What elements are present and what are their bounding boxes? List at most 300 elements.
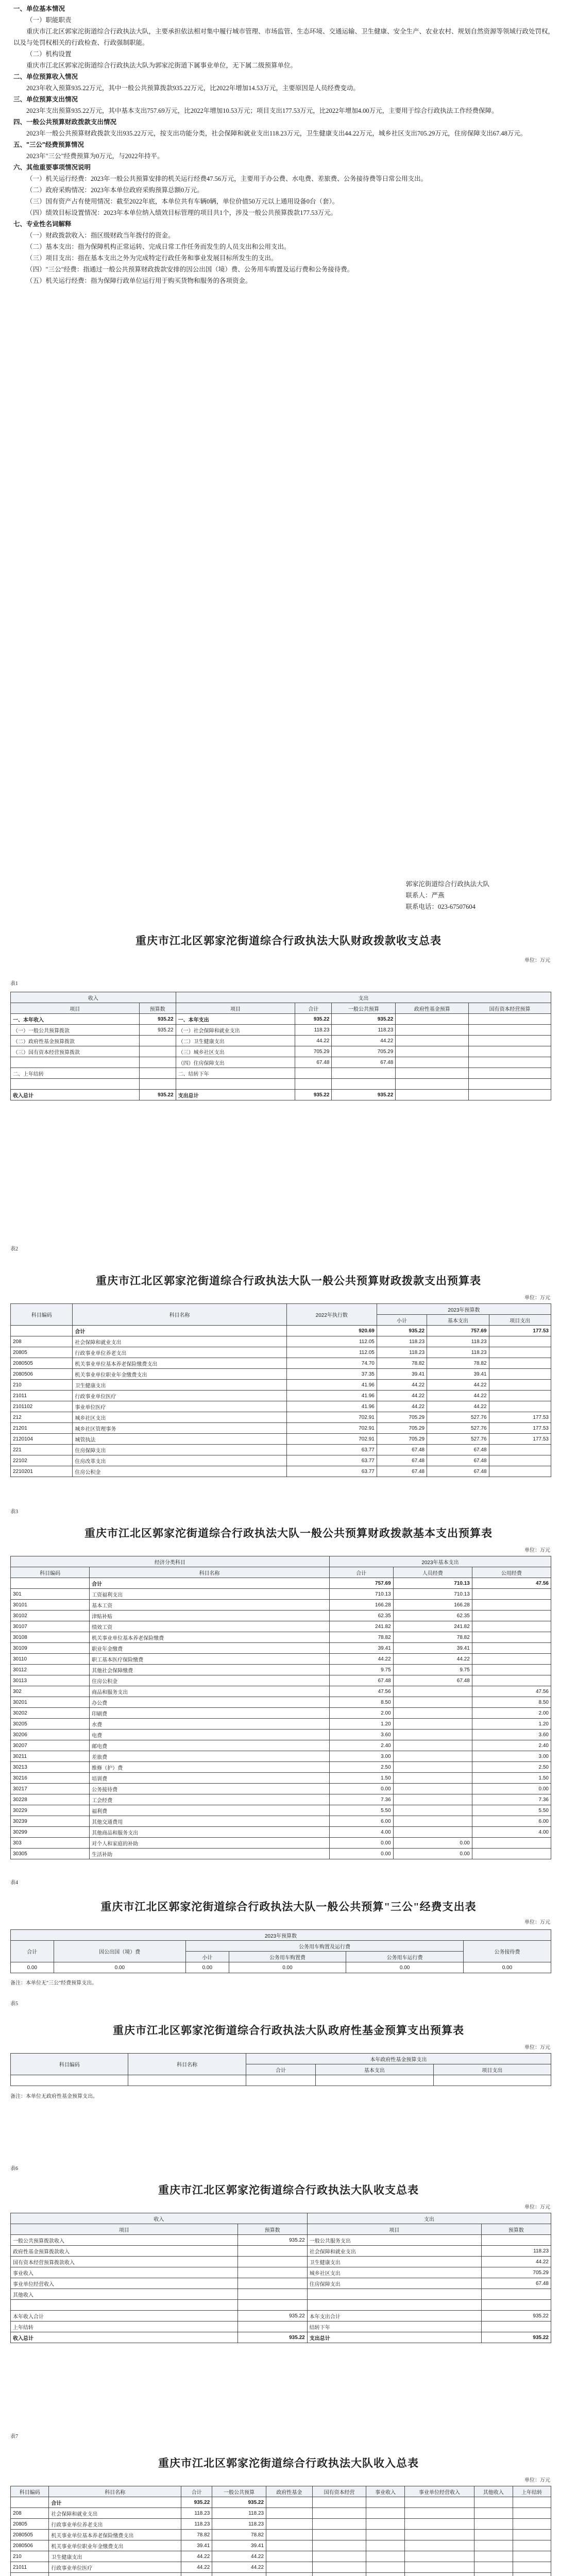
table-cell: [366, 2573, 404, 2576]
table-cell: [312, 2573, 366, 2576]
section-heading: 六、其他重要事项情况说明: [13, 164, 91, 171]
table-cell: 印刷费: [90, 1708, 330, 1719]
table-3-title: 重庆市江北区郭家沱街道综合行政执法大队一般公共预算财政拨款基本支出预算表: [84, 1527, 493, 1539]
table-cell: （三）城乡社区支出: [176, 1046, 295, 1057]
paragraph: （一）职能职责: [26, 16, 72, 24]
table-cell: [513, 2540, 551, 2551]
table-row: [11, 1600, 551, 1611]
table-cell: 78.82: [393, 1632, 472, 1643]
table-cell: 事业单位医疗: [73, 1401, 286, 1412]
table-cell: [393, 1773, 472, 1784]
table-cell: [366, 2497, 404, 2508]
table-cell: [472, 1589, 551, 1600]
column-header: 项目: [11, 1003, 140, 1014]
table-row: [11, 1621, 551, 1632]
table-cell: 培训费: [90, 1773, 330, 1784]
table-cell: [312, 2562, 366, 2573]
table-cell: 8.50: [329, 1697, 393, 1708]
table-cell: 30228: [11, 1794, 90, 1805]
table-row: [11, 1719, 551, 1730]
table-cell: 生活补助: [90, 1849, 330, 1859]
table-cell: 30102: [11, 1611, 90, 1621]
table-cell: [393, 1794, 472, 1805]
paragraph: 2023年"三公"经费预算为0万元，与2022年持平。: [26, 152, 164, 160]
table-cell: 705.29: [332, 1046, 396, 1057]
table-cell: [404, 2497, 474, 2508]
table-3-unit: 单位：万元: [524, 1548, 550, 1553]
table-row: [11, 1773, 551, 1784]
table-cell: [489, 1391, 551, 1401]
table-cell: 44.22: [181, 2562, 212, 2573]
signature-unit: 郭家沱街道综合行政执法大队: [405, 880, 489, 888]
table-cell: [246, 2075, 315, 2086]
table-cell: 9.75: [393, 1665, 472, 1675]
paragraph: 重庆市江北区郭家沱街道综合行政执法大队为郭家沱街道下属事业单位，无下属二级预算单位。: [26, 62, 297, 69]
table-5-unit: 单位：万元: [524, 2045, 550, 2050]
table-cell: 177.53: [489, 1326, 551, 1336]
table-cell: 21011: [11, 2562, 49, 2573]
table-cell: 维修（护）费: [90, 1762, 330, 1773]
table-cell: 2080506: [11, 2540, 49, 2551]
table-cell: [176, 1079, 295, 1090]
table-row: [11, 1090, 551, 1100]
table-row: [11, 1654, 551, 1665]
table-row: [11, 2246, 551, 2257]
column-header: 国有资本经营: [312, 2486, 366, 2497]
table-2-unit: 单位：万元: [524, 1295, 550, 1301]
table-cell: 0.00: [393, 1838, 472, 1849]
column-header: 本年政府性基金预算支出: [246, 2054, 551, 2064]
table-row: [11, 2311, 551, 2321]
table-cell: [396, 1068, 469, 1079]
table-cell: 63.77: [286, 1466, 377, 1477]
paragraph: （二）政府采购情况：2023年本单位政府采购预算总额0万元。: [26, 187, 203, 194]
table-cell: [11, 1079, 140, 1090]
table-cell: [472, 1611, 551, 1621]
table-cell: [139, 1057, 176, 1068]
table-cell: 67.48: [427, 1466, 489, 1477]
table-cell: 63.77: [286, 1445, 377, 1455]
table-cell: [11, 2497, 49, 2508]
column-header: 科目编码: [11, 2054, 128, 2075]
column-header: 公用经费: [472, 1567, 551, 1578]
column-header: 合计: [11, 1941, 54, 1962]
table-cell: 705.29: [377, 1412, 427, 1423]
table-cell: [11, 2573, 49, 2576]
table-cell: 30305: [11, 1849, 90, 1859]
table-cell: 3.60: [329, 1730, 393, 1740]
table-cell: [332, 1079, 396, 1090]
table-cell: [266, 2573, 313, 2576]
table-cell: 21011: [11, 1391, 73, 1401]
table-cell: 44.22: [181, 2551, 212, 2562]
table-cell: [396, 1025, 469, 1036]
table-cell: 41.96: [286, 1401, 377, 1412]
table-cell: 118.23: [181, 2508, 212, 2519]
table-cell: 城管执法: [73, 1434, 286, 1445]
table-cell: 177.53: [489, 1412, 551, 1423]
appendix-label-6: 表6: [10, 2166, 18, 2172]
table-cell: 30299: [11, 1827, 90, 1838]
table-cell: [469, 1068, 551, 1079]
table-cell: [469, 1046, 551, 1057]
table-cell: [312, 2530, 366, 2540]
table-cell: [393, 1686, 472, 1697]
table-cell: [513, 2530, 551, 2540]
table-cell: [312, 2540, 366, 2551]
table-cell: [396, 1046, 469, 1057]
table-cell: [474, 2508, 513, 2519]
table-header-row: [11, 2486, 551, 2497]
government-fund-table: [10, 2053, 551, 2086]
column-header: 项目支出: [433, 2064, 551, 2075]
table-cell: 303: [11, 1838, 90, 1849]
table-cell: [513, 2573, 551, 2576]
table-cell: [513, 2562, 551, 2573]
table-cell: 住房公积金: [90, 1675, 330, 1686]
table-cell: 工资福利支出: [90, 1589, 330, 1600]
table-cell: [474, 2540, 513, 2551]
table-cell: 41.96: [286, 1380, 377, 1391]
paragraph: （四）绩效目标设置情况：2023年本单位纳入绩效目标管理的项目共1个，涉及一般公共预算拨款177.53万元。: [26, 209, 337, 216]
table-cell: 705.29: [295, 1046, 332, 1057]
table-cell: 住房改革支出: [73, 1455, 286, 1466]
table-cell: [295, 1068, 332, 1079]
table-cell: 7.36: [329, 1794, 393, 1805]
table-cell: 757.69: [427, 1326, 489, 1336]
table-cell: 水费: [90, 1719, 330, 1730]
paragraph: 2023年收入预算935.22万元，其中一般公共预算拨款935.22万元，比2022年增加14.53万元，主要原因是人员经费变动。: [26, 84, 360, 92]
column-header: 预算数: [139, 1003, 176, 1014]
table-cell: 702.91: [286, 1423, 377, 1434]
table-cell: [312, 2551, 366, 2562]
table-cell: 1.50: [472, 1773, 551, 1784]
table-cell: 177.53: [489, 1434, 551, 1445]
table-cell: 0.00: [54, 1962, 185, 1973]
table-cell: （二）政府性基金预算拨款: [11, 1036, 140, 1046]
table-row: [11, 2300, 551, 2311]
table-cell: 9.75: [329, 1665, 393, 1675]
table-cell: 44.22: [393, 1654, 472, 1665]
table-cell: 78.82: [212, 2530, 266, 2540]
table-2-title: 重庆市江北区郭家沱街道综合行政执法大队一般公共预算财政拨款支出预算表: [96, 1275, 481, 1287]
table-header-row: [11, 2054, 551, 2064]
table-cell: [481, 2321, 551, 2332]
table-cell: [472, 1665, 551, 1675]
table-cell: 绩效工资: [90, 1621, 330, 1632]
table-cell: [312, 2497, 366, 2508]
table-cell: 44.22: [427, 1380, 489, 1391]
table-cell: 702.91: [286, 1412, 377, 1423]
table-cell: 行政事业单位医疗: [49, 2562, 181, 2573]
table-cell: 30211: [11, 1751, 90, 1762]
table-cell: 2.00: [472, 1708, 551, 1719]
table-cell: 935.22: [181, 2497, 212, 2508]
table-cell: 事业收入: [11, 2267, 238, 2278]
table-cell: 44.22: [377, 1401, 427, 1412]
table-cell: [11, 2300, 238, 2311]
table-cell: 结转下年: [307, 2321, 481, 2332]
table-cell: 63.77: [286, 1455, 377, 1466]
column-header: 收入: [11, 992, 176, 1003]
appendix-label-3: 表3: [10, 1509, 18, 1515]
column-header: 事业收入: [366, 2486, 404, 2497]
table-cell: 757.69: [329, 1578, 393, 1589]
appendix-label-1: 表1: [10, 981, 18, 987]
table-row: [11, 1730, 551, 1740]
table-header-row: [11, 2213, 551, 2224]
table-cell: 5.50: [472, 1805, 551, 1816]
table-cell: 44.22: [377, 1380, 427, 1391]
table-cell: 职业年金缴费: [90, 1643, 330, 1654]
table-cell: 44.22: [481, 2257, 551, 2267]
table-cell: 2101102: [11, 1401, 73, 1412]
column-header: 科目编码: [11, 2486, 49, 2497]
table-cell: 210: [11, 1380, 73, 1391]
table-cell: 39.41: [212, 2540, 266, 2551]
table-cell: 30206: [11, 1730, 90, 1740]
table-cell: [181, 2573, 212, 2576]
table-cell: [212, 2573, 266, 2576]
table-cell: 2120104: [11, 1434, 73, 1445]
table-cell: 合计: [90, 1578, 330, 1589]
table-cell: [139, 1079, 176, 1090]
table-cell: 30201: [11, 1697, 90, 1708]
table-cell: 0.00: [186, 1962, 229, 1973]
table-cell: 一、本年收入: [11, 1014, 140, 1025]
table-cell: 0.00: [329, 1784, 393, 1794]
table-cell: [489, 1336, 551, 1347]
table-row: [11, 1611, 551, 1621]
table-header-row: [11, 1930, 551, 1941]
table-cell: 卫生健康支出: [73, 1380, 286, 1391]
table-cell: 基本工资: [90, 1600, 330, 1611]
table-cell: [11, 1578, 90, 1589]
table-cell: 3.60: [472, 1730, 551, 1740]
appendix-label-7: 表7: [10, 2434, 18, 2439]
table-row: [11, 1434, 551, 1445]
column-header: 2023年预算数: [377, 1304, 551, 1315]
paragraph: 2023年一般公共预算财政拨款支出935.22万元，按支出功能分类，社会保障和就业支出118.23万元，卫生健康支出44.22万元，城乡社区支出705.29万元，住房保障支出67.48万元。: [26, 130, 527, 137]
table-cell: 0.00: [393, 1849, 472, 1859]
table-cell: 上年结转: [11, 2321, 238, 2332]
table-cell: 935.22: [212, 2497, 266, 2508]
table-cell: [366, 2508, 404, 2519]
table-cell: 30216: [11, 1773, 90, 1784]
table-cell: [266, 2497, 313, 2508]
table-cell: 支出总计: [307, 2332, 481, 2343]
table-cell: [11, 2075, 128, 2086]
table-cell: 118.23: [481, 2246, 551, 2257]
column-header: 科目名称: [73, 1304, 286, 1326]
table-row: [11, 1827, 551, 1838]
column-header: 2022年执行数: [286, 1304, 377, 1326]
table-cell: 208: [11, 2508, 49, 2519]
table-cell: [474, 2562, 513, 2573]
paragraph: （五）机关运行经费：指为保障行政单位运行用于购买货物和服务的各项资金。: [26, 277, 252, 284]
table-cell: [266, 2540, 313, 2551]
table-cell: 47.56: [472, 1578, 551, 1589]
column-header: 基本支出: [316, 2064, 433, 2075]
paragraph: （二）基本支出：指为保障机构正常运转、完成日常工作任务而发生的人员支出和公用支出。: [26, 243, 291, 250]
table-row: [11, 2519, 551, 2530]
paragraph: （三）项目支出：指在基本支出之外为完成特定行政任务和事业发展目标所发生的支出。: [26, 255, 278, 262]
table-cell: 20805: [11, 1347, 73, 1358]
section-heading: 四、一般公共预算财政拨款支出情况: [13, 118, 117, 126]
table-cell: 6.00: [472, 1816, 551, 1827]
table-cell: [237, 2278, 307, 2289]
general-budget-expense-table: [10, 1303, 551, 1477]
table-header-row: [11, 2224, 551, 2235]
table-cell: [396, 1090, 469, 1100]
table-5-note: 备注：本单位无政府性基金预算支出。: [10, 2094, 98, 2099]
table-cell: 0.00: [346, 1962, 464, 1973]
table-cell: 920.69: [286, 1326, 377, 1336]
table-cell: [404, 2540, 474, 2551]
table-cell: [513, 2519, 551, 2530]
table-cell: 一、本年支出: [176, 1014, 295, 1025]
table-row: [11, 1805, 551, 1816]
table-cell: [472, 1654, 551, 1665]
column-header: 公务用车购置及运行费: [186, 1941, 464, 1952]
table-row: [11, 2075, 551, 2086]
table-cell: 39.41: [377, 1369, 427, 1380]
table-cell: 社会保障和就业支出: [307, 2246, 481, 2257]
table-cell: 本年支出合计: [307, 2311, 481, 2321]
table-cell: 21201: [11, 1423, 73, 1434]
table-row: [11, 1025, 551, 1036]
table-cell: [472, 1643, 551, 1654]
table-cell: 935.22: [332, 1014, 396, 1025]
table-cell: 其他商品和服务支出: [90, 1827, 330, 1838]
table-row: [11, 1849, 551, 1859]
table-cell: 30205: [11, 1719, 90, 1730]
column-header: 经济分类科目: [11, 1556, 330, 1567]
table-cell: 935.22: [481, 2332, 551, 2343]
table-cell: [513, 2497, 551, 2508]
table-cell: [404, 2519, 474, 2530]
table-cell: 935.22: [237, 2332, 307, 2343]
table-cell: [393, 1784, 472, 1794]
table-cell: 67.48: [427, 1445, 489, 1455]
table-cell: 2.40: [329, 1740, 393, 1751]
table-cell: 商品和服务支出: [90, 1686, 330, 1697]
table-cell: [404, 2551, 474, 2562]
table-cell: 22102: [11, 1455, 73, 1466]
table-cell: （三）国有资本经营预算拨款: [11, 1046, 140, 1057]
table-cell: [366, 2519, 404, 2530]
table-7-title: 重庆市江北区郭家沱街道综合行政执法大队收入总表: [158, 2457, 419, 2469]
table-cell: 合计: [49, 2497, 181, 2508]
column-header: 支出: [176, 992, 551, 1003]
table-cell: [513, 2508, 551, 2519]
table-cell: 行政事业单位养老支出: [73, 1347, 286, 1358]
column-header: 一般公共预算: [332, 1003, 396, 1014]
table-cell: 福利费: [90, 1805, 330, 1816]
table-cell: 30213: [11, 1762, 90, 1773]
table-cell: 5.50: [329, 1805, 393, 1816]
table-cell: 3.00: [329, 1751, 393, 1762]
column-header: 基本支出: [427, 1315, 489, 1326]
table-cell: 2.50: [472, 1762, 551, 1773]
paragraph: 重庆市江北区郭家沱街道综合行政执法大队，主要承担依法相对集中履行城市管理、市场监管、生态环境、交通运输、卫生健康、安全生产、农业农村、规划自然资源等领域行政处罚权，以及与处罚权相关的行政检查、行政强制职能。: [13, 28, 555, 46]
table-row: [11, 1816, 551, 1827]
table-cell: 74.70: [286, 1358, 377, 1369]
paragraph: （一）机关运行经费：2023年一般公共预算安排的机关运行经费47.56万元，主要用于办公费、水电费、差旅费、公务接待费等日常公用支出。: [26, 175, 428, 182]
table-cell: 8.50: [472, 1697, 551, 1708]
table-row: [11, 1632, 551, 1643]
table-cell: [266, 2519, 313, 2530]
table-cell: 卫生健康支出: [307, 2257, 481, 2267]
section-heading: 七、专业性名词解释: [13, 221, 72, 228]
table-cell: 30110: [11, 1654, 90, 1665]
table-cell: （四）住房保障支出: [176, 1057, 295, 1068]
column-header: 合计: [329, 1567, 393, 1578]
table-cell: 0.00: [329, 1838, 393, 1849]
table-cell: 30107: [11, 1621, 90, 1632]
table-row: [11, 2530, 551, 2540]
table-row: [11, 1057, 551, 1068]
table-row: [11, 1455, 551, 1466]
section-heading: 二、单位预算收入情况: [13, 73, 78, 80]
table-cell: 44.22: [427, 1401, 489, 1412]
column-header: 项目: [307, 2224, 481, 2235]
table-cell: [469, 1090, 551, 1100]
table-row: [11, 1643, 551, 1654]
table-cell: 527.76: [427, 1434, 489, 1445]
table-cell: 118.23: [427, 1347, 489, 1358]
table-cell: 118.23: [212, 2508, 266, 2519]
table-cell: 62.35: [393, 1611, 472, 1621]
table-cell: 41.96: [286, 1391, 377, 1401]
table-cell: 241.82: [329, 1621, 393, 1632]
table-cell: 卫生健康支出: [49, 2551, 181, 2562]
column-header: 支出: [307, 2213, 551, 2224]
column-header: 政府性基金: [266, 2486, 313, 2497]
basic-expense-table: [10, 1556, 551, 1859]
budget-explanation-text: [13, 3, 559, 286]
section-heading: 一、单位基本情况: [13, 5, 65, 12]
table-row: [11, 1708, 551, 1719]
table-cell: 1.20: [472, 1719, 551, 1730]
table-row: [11, 1391, 551, 1401]
three-public-expense-table: [10, 1929, 551, 1973]
table-cell: 一般公共服务支出: [307, 2235, 481, 2246]
table-7-unit: 单位：万元: [524, 2478, 550, 2483]
table-row: [11, 2573, 551, 2576]
table-cell: 合计: [73, 1326, 286, 1336]
table-cell: [312, 2519, 366, 2530]
table-cell: 行政事业单位医疗: [73, 1391, 286, 1401]
column-header: 预算数: [237, 2224, 307, 2235]
table-cell: 935.22: [139, 1014, 176, 1025]
table-cell: 30239: [11, 1816, 90, 1827]
table-cell: [481, 2235, 551, 2246]
table-cell: 1.20: [329, 1719, 393, 1730]
table-cell: [237, 2300, 307, 2311]
table-cell: 30101: [11, 1600, 90, 1611]
table-cell: 710.13: [329, 1589, 393, 1600]
column-header: 合计: [295, 1003, 332, 1014]
table-cell: 支出总计: [176, 1090, 295, 1100]
table-cell: [332, 1068, 396, 1079]
table-cell: 0.00: [463, 1962, 551, 1973]
table-cell: [469, 1014, 551, 1025]
column-header: 科目编码: [11, 1304, 73, 1326]
table-cell: [266, 2530, 313, 2540]
table-cell: 机关事业单位职业年金缴费支出: [73, 1369, 286, 1380]
table-cell: 44.22: [332, 1036, 396, 1046]
